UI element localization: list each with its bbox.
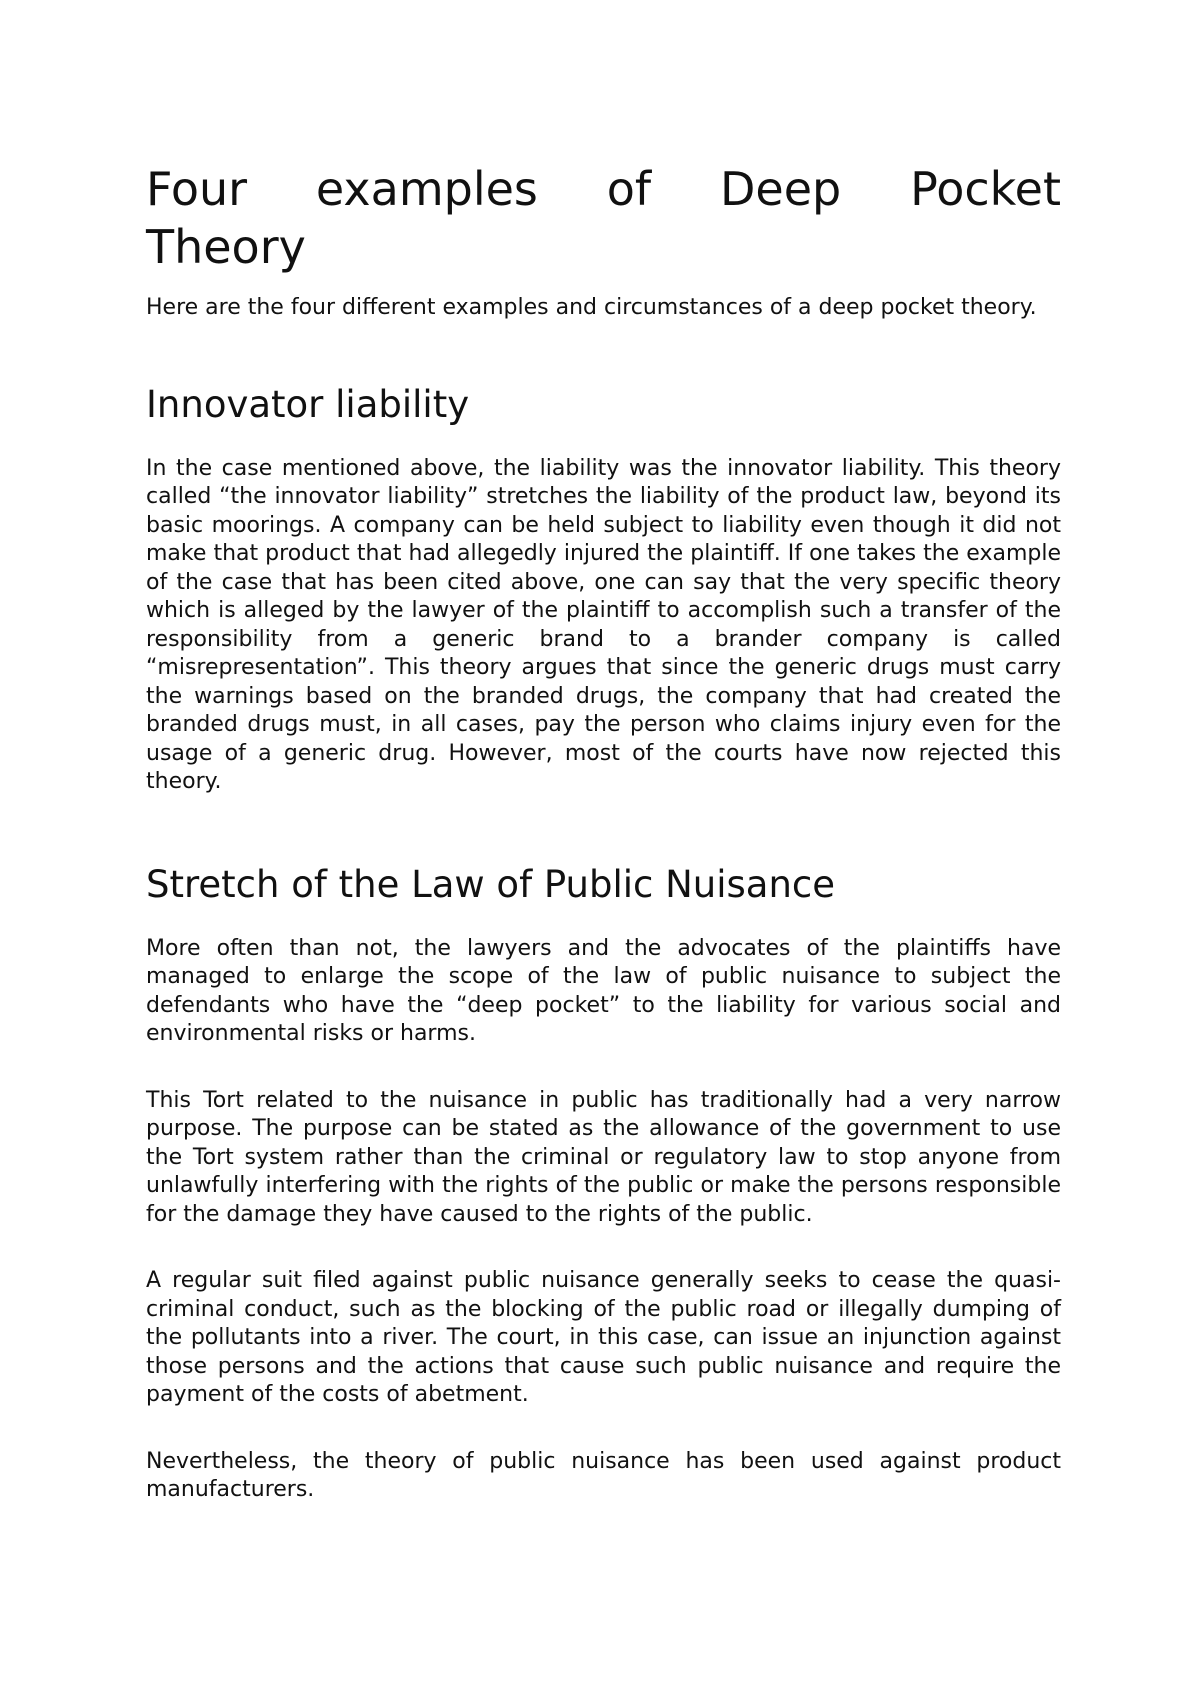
innovator-liability-paragraph: In the case mentioned above, the liability was the innovator liability. This theory called “the innovator liability” stretches the liability of the product law, beyond its basic moorings. A company can be held subject to liability even though it did not make that product that had allegedly injured the plaintiff. If one takes the example of the case that has been cited above, one can say that the very specific theory which is alleged by the lawyer of the plaintiff to accomplish such a transfer of the responsibility from a generic brand to a brander company is called “misrepresentation”. This theory argues that since the generic drugs must carry the warnings based on the branded drugs, the company that had created the branded drugs must, in all cases, pay the person who claims injury even for the usage of a generic drug. However, most of the courts have now rejected this theory. bbox=[146, 455, 1061, 794]
public-nuisance-paragraph-4: Nevertheless, the theory of public nuisance has been used against product manufacturers. bbox=[146, 1448, 1061, 1502]
document-title-line-2: Theory bbox=[146, 220, 306, 274]
public-nuisance-paragraph-1: More often than not, the lawyers and the advocates of the plaintiffs have managed to enlarge the scope of the law of public nuisance to subject the defendants who have the “deep pocket” to the liability for various social and environmental risks or harms. bbox=[146, 935, 1061, 1046]
public-nuisance-paragraph-2: This Tort related to the nuisance in public has traditionally had a very narrow purpose. The purpose can be stated as the allowance of the government to use the Tort system rather than the criminal or regulatory law to stop anyone from unlawfully interfering with the rights of the public or make the persons responsible for the damage they have caused to the rights of the public. bbox=[146, 1087, 1061, 1227]
document-title bbox=[146, 160, 1061, 276]
document-title-line-1: Four examples of Deep Pocket bbox=[146, 162, 1061, 216]
document-page bbox=[146, 160, 1061, 1505]
section-heading-public-nuisance: Stretch of the Law of Public Nuisance bbox=[146, 862, 836, 906]
section-heading-innovator-liability: Innovator liability bbox=[146, 382, 470, 426]
public-nuisance-paragraph-3: A regular suit filed against public nuisance generally seeks to cease the quasi-criminal conduct, such as the blocking of the public road or illegally dumping of the pollutants into a river. The court, in this case, can issue an injunction against those persons and the actions that cause such public nuisance and require the payment of the costs of abetment. bbox=[146, 1268, 1061, 1407]
intro-paragraph: Here are the four different examples and circumstances of a deep pocket theory. bbox=[146, 295, 1037, 320]
